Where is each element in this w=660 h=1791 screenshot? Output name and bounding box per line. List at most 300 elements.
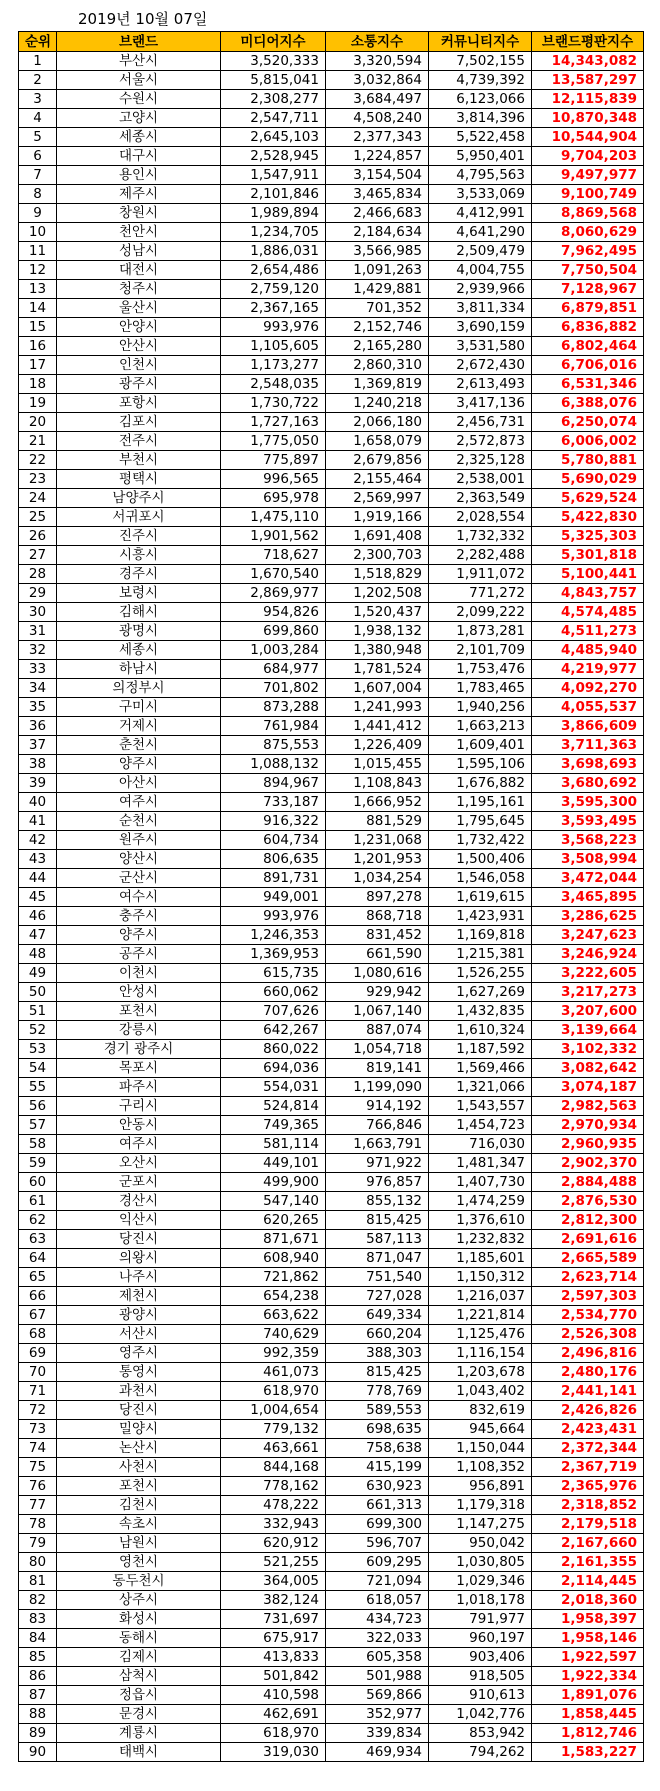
communication-index-cell: 3,684,497	[326, 90, 429, 109]
brand-cell: 하남시	[57, 660, 221, 679]
table-row	[19, 622, 644, 641]
rank-cell: 88	[19, 1705, 57, 1724]
community-index-cell: 1,526,255	[429, 964, 532, 983]
rank-cell: 23	[19, 470, 57, 489]
table-row	[19, 1572, 644, 1591]
brand-reputation-index-cell: 2,526,308	[532, 1325, 644, 1344]
media-index-cell: 319,030	[221, 1743, 326, 1762]
brand-cell: 당진시	[57, 1230, 221, 1249]
brand-cell: 제주시	[57, 185, 221, 204]
community-index-cell: 903,406	[429, 1648, 532, 1667]
table-row	[19, 1344, 644, 1363]
brand-cell: 여주시	[57, 793, 221, 812]
brand-cell: 김포시	[57, 413, 221, 432]
rank-cell: 81	[19, 1572, 57, 1591]
community-index-cell: 1,732,422	[429, 831, 532, 850]
media-index-cell: 707,626	[221, 1002, 326, 1021]
media-index-cell: 547,140	[221, 1192, 326, 1211]
community-index-cell: 4,004,755	[429, 261, 532, 280]
brand-cell: 영주시	[57, 1344, 221, 1363]
communication-index-cell: 605,358	[326, 1648, 429, 1667]
table-row	[19, 109, 644, 128]
media-index-cell: 1,004,654	[221, 1401, 326, 1420]
media-index-cell: 449,101	[221, 1154, 326, 1173]
communication-index-cell: 698,635	[326, 1420, 429, 1439]
brand-cell: 남양주시	[57, 489, 221, 508]
communication-index-cell: 1,658,079	[326, 432, 429, 451]
communication-index-cell: 2,300,703	[326, 546, 429, 565]
community-index-cell: 3,533,069	[429, 185, 532, 204]
community-index-cell: 5,522,458	[429, 128, 532, 147]
brand-cell: 청주시	[57, 280, 221, 299]
communication-index-cell: 1,663,791	[326, 1135, 429, 1154]
table-row	[19, 223, 644, 242]
media-index-cell: 894,967	[221, 774, 326, 793]
communication-index-cell: 660,204	[326, 1325, 429, 1344]
media-index-cell: 3,520,333	[221, 52, 326, 71]
media-index-cell: 749,365	[221, 1116, 326, 1135]
community-index-cell: 1,474,259	[429, 1192, 532, 1211]
rank-cell: 2	[19, 71, 57, 90]
media-index-cell: 654,238	[221, 1287, 326, 1306]
brand-cell: 울산시	[57, 299, 221, 318]
table-row	[19, 1116, 644, 1135]
community-index-cell: 1,221,814	[429, 1306, 532, 1325]
brand-cell: 문경시	[57, 1705, 221, 1724]
rank-cell: 44	[19, 869, 57, 888]
rank-cell: 1	[19, 52, 57, 71]
community-index-cell: 960,197	[429, 1629, 532, 1648]
media-index-cell: 684,977	[221, 660, 326, 679]
brand-reputation-index-cell: 9,497,977	[532, 166, 644, 185]
communication-index-cell: 751,540	[326, 1268, 429, 1287]
communication-index-cell: 2,569,997	[326, 489, 429, 508]
brand-reputation-index-cell: 3,698,693	[532, 755, 644, 774]
community-index-cell: 950,042	[429, 1534, 532, 1553]
community-index-cell: 1,203,678	[429, 1363, 532, 1382]
brand-reputation-index-cell: 10,544,904	[532, 128, 644, 147]
rank-cell: 52	[19, 1021, 57, 1040]
brand-cell: 전주시	[57, 432, 221, 451]
brand-reputation-index-cell: 7,128,967	[532, 280, 644, 299]
brand-cell: 통영시	[57, 1363, 221, 1382]
communication-index-cell: 815,425	[326, 1211, 429, 1230]
rank-cell: 42	[19, 831, 57, 850]
media-index-cell: 618,970	[221, 1382, 326, 1401]
community-index-cell: 2,572,873	[429, 432, 532, 451]
communication-index-cell: 1,380,948	[326, 641, 429, 660]
table-row	[19, 1591, 644, 1610]
community-index-cell: 2,538,001	[429, 470, 532, 489]
communication-index-cell: 661,590	[326, 945, 429, 964]
table-row	[19, 318, 644, 337]
communication-index-cell: 1,202,508	[326, 584, 429, 603]
brand-reputation-table	[18, 31, 644, 1762]
table-row	[19, 375, 644, 394]
brand-reputation-index-cell: 3,508,994	[532, 850, 644, 869]
brand-reputation-index-cell: 2,970,934	[532, 1116, 644, 1135]
brand-reputation-index-cell: 4,219,977	[532, 660, 644, 679]
media-index-cell: 775,897	[221, 451, 326, 470]
brand-reputation-index-cell: 3,711,363	[532, 736, 644, 755]
brand-reputation-index-cell: 3,465,895	[532, 888, 644, 907]
communication-index-cell: 1,226,409	[326, 736, 429, 755]
media-index-cell: 1,369,953	[221, 945, 326, 964]
table-row	[19, 736, 644, 755]
media-index-cell: 2,869,977	[221, 584, 326, 603]
rank-cell: 4	[19, 109, 57, 128]
brand-reputation-index-cell: 2,902,370	[532, 1154, 644, 1173]
community-index-cell: 1,543,557	[429, 1097, 532, 1116]
table-row	[19, 1325, 644, 1344]
community-index-cell: 1,940,256	[429, 698, 532, 717]
brand-cell: 동해시	[57, 1629, 221, 1648]
rank-cell: 77	[19, 1496, 57, 1515]
rank-cell: 67	[19, 1306, 57, 1325]
community-index-cell: 1,610,324	[429, 1021, 532, 1040]
brand-reputation-index-cell: 8,060,629	[532, 223, 644, 242]
table-row	[19, 280, 644, 299]
brand-cell: 군포시	[57, 1173, 221, 1192]
table-row	[19, 888, 644, 907]
rank-cell: 15	[19, 318, 57, 337]
brand-reputation-index-cell: 6,836,882	[532, 318, 644, 337]
table-row	[19, 755, 644, 774]
communication-index-cell: 661,313	[326, 1496, 429, 1515]
community-index-cell: 910,613	[429, 1686, 532, 1705]
brand-reputation-index-cell: 3,472,044	[532, 869, 644, 888]
rank-cell: 61	[19, 1192, 57, 1211]
media-index-cell: 740,629	[221, 1325, 326, 1344]
media-index-cell: 954,826	[221, 603, 326, 622]
brand-cell: 당진시	[57, 1401, 221, 1420]
communication-index-cell: 2,860,310	[326, 356, 429, 375]
rank-cell: 66	[19, 1287, 57, 1306]
brand-reputation-index-cell: 4,511,273	[532, 622, 644, 641]
community-index-cell: 1,481,347	[429, 1154, 532, 1173]
communication-index-cell: 976,857	[326, 1173, 429, 1192]
communication-index-cell: 1,231,068	[326, 831, 429, 850]
rank-cell: 89	[19, 1724, 57, 1743]
table-row	[19, 261, 644, 280]
brand-reputation-index-cell: 3,207,600	[532, 1002, 644, 1021]
media-index-cell: 1,547,911	[221, 166, 326, 185]
communication-index-cell: 778,769	[326, 1382, 429, 1401]
rank-cell: 48	[19, 945, 57, 964]
rank-cell: 90	[19, 1743, 57, 1762]
brand-reputation-index-cell: 12,115,839	[532, 90, 644, 109]
media-index-cell: 996,565	[221, 470, 326, 489]
brand-reputation-index-cell: 4,574,485	[532, 603, 644, 622]
rank-cell: 76	[19, 1477, 57, 1496]
rank-cell: 73	[19, 1420, 57, 1439]
community-index-cell: 2,028,554	[429, 508, 532, 527]
communication-index-cell: 758,638	[326, 1439, 429, 1458]
media-index-cell: 2,548,035	[221, 375, 326, 394]
brand-cell: 순천시	[57, 812, 221, 831]
table-row	[19, 1686, 644, 1705]
brand-reputation-index-cell: 2,534,770	[532, 1306, 644, 1325]
communication-index-cell: 1,666,952	[326, 793, 429, 812]
rank-cell: 27	[19, 546, 57, 565]
brand-reputation-index-cell: 3,139,664	[532, 1021, 644, 1040]
brand-reputation-index-cell: 6,531,346	[532, 375, 644, 394]
community-index-cell: 771,272	[429, 584, 532, 603]
media-index-cell: 992,359	[221, 1344, 326, 1363]
communication-index-cell: 831,452	[326, 926, 429, 945]
media-index-cell: 949,001	[221, 888, 326, 907]
community-index-cell: 1,732,332	[429, 527, 532, 546]
header-brand-reputation-index: 브랜드평판지수	[532, 32, 644, 52]
community-index-cell: 4,739,392	[429, 71, 532, 90]
community-index-cell: 2,325,128	[429, 451, 532, 470]
community-index-cell: 1,407,730	[429, 1173, 532, 1192]
communication-index-cell: 1,054,718	[326, 1040, 429, 1059]
table-row	[19, 1705, 644, 1724]
brand-cell: 안동시	[57, 1116, 221, 1135]
brand-cell: 거제시	[57, 717, 221, 736]
table-row	[19, 242, 644, 261]
community-index-cell: 2,509,479	[429, 242, 532, 261]
brand-cell: 김제시	[57, 1648, 221, 1667]
community-index-cell: 1,500,406	[429, 850, 532, 869]
table-row	[19, 90, 644, 109]
communication-index-cell: 3,320,594	[326, 52, 429, 71]
community-index-cell: 6,123,066	[429, 90, 532, 109]
media-index-cell: 2,759,120	[221, 280, 326, 299]
communication-index-cell: 618,057	[326, 1591, 429, 1610]
community-index-cell: 1,663,213	[429, 717, 532, 736]
header-media-index: 미디어지수	[221, 32, 326, 52]
brand-reputation-index-cell: 2,982,563	[532, 1097, 644, 1116]
brand-reputation-index-cell: 2,018,360	[532, 1591, 644, 1610]
communication-index-cell: 569,866	[326, 1686, 429, 1705]
communication-index-cell: 855,132	[326, 1192, 429, 1211]
communication-index-cell: 1,441,412	[326, 717, 429, 736]
rank-cell: 51	[19, 1002, 57, 1021]
rank-cell: 79	[19, 1534, 57, 1553]
media-index-cell: 993,976	[221, 318, 326, 337]
communication-index-cell: 2,466,683	[326, 204, 429, 223]
table-row	[19, 641, 644, 660]
media-index-cell: 461,073	[221, 1363, 326, 1382]
brand-reputation-index-cell: 6,250,074	[532, 413, 644, 432]
table-row	[19, 1401, 644, 1420]
brand-reputation-index-cell: 3,286,625	[532, 907, 644, 926]
brand-reputation-index-cell: 1,958,397	[532, 1610, 644, 1629]
table-header-row	[19, 32, 644, 52]
brand-reputation-index-cell: 9,100,749	[532, 185, 644, 204]
media-index-cell: 993,976	[221, 907, 326, 926]
communication-index-cell: 766,846	[326, 1116, 429, 1135]
community-index-cell: 1,216,037	[429, 1287, 532, 1306]
rank-cell: 84	[19, 1629, 57, 1648]
communication-index-cell: 1,108,843	[326, 774, 429, 793]
table-row	[19, 717, 644, 736]
community-index-cell: 1,783,465	[429, 679, 532, 698]
rank-cell: 38	[19, 755, 57, 774]
communication-index-cell: 1,067,140	[326, 1002, 429, 1021]
communication-index-cell: 3,566,985	[326, 242, 429, 261]
brand-reputation-index-cell: 5,780,881	[532, 451, 644, 470]
rank-cell: 59	[19, 1154, 57, 1173]
brand-cell: 아산시	[57, 774, 221, 793]
table-row	[19, 603, 644, 622]
community-index-cell: 1,376,610	[429, 1211, 532, 1230]
table-row	[19, 546, 644, 565]
media-index-cell: 778,162	[221, 1477, 326, 1496]
brand-cell: 나주시	[57, 1268, 221, 1287]
table-row	[19, 831, 644, 850]
media-index-cell: 779,132	[221, 1420, 326, 1439]
brand-reputation-index-cell: 8,869,568	[532, 204, 644, 223]
brand-cell: 이천시	[57, 964, 221, 983]
brand-cell: 여수시	[57, 888, 221, 907]
community-index-cell: 1,546,058	[429, 869, 532, 888]
communication-index-cell: 469,934	[326, 1743, 429, 1762]
brand-cell: 계룡시	[57, 1724, 221, 1743]
table-row	[19, 1268, 644, 1287]
media-index-cell: 332,943	[221, 1515, 326, 1534]
table-row	[19, 1173, 644, 1192]
header-rank: 순위	[19, 32, 57, 52]
brand-cell: 충주시	[57, 907, 221, 926]
brand-cell: 과천시	[57, 1382, 221, 1401]
table-row	[19, 1363, 644, 1382]
communication-index-cell: 1,080,616	[326, 964, 429, 983]
rank-cell: 13	[19, 280, 57, 299]
table-row	[19, 337, 644, 356]
rank-cell: 37	[19, 736, 57, 755]
community-index-cell: 1,232,832	[429, 1230, 532, 1249]
media-index-cell: 1,670,540	[221, 565, 326, 584]
brand-reputation-index-cell: 2,441,141	[532, 1382, 644, 1401]
rank-cell: 7	[19, 166, 57, 185]
communication-index-cell: 868,718	[326, 907, 429, 926]
communication-index-cell: 1,240,218	[326, 394, 429, 413]
communication-index-cell: 1,201,953	[326, 850, 429, 869]
brand-cell: 파주시	[57, 1078, 221, 1097]
media-index-cell: 2,645,103	[221, 128, 326, 147]
brand-reputation-index-cell: 13,587,297	[532, 71, 644, 90]
brand-cell: 익산시	[57, 1211, 221, 1230]
communication-index-cell: 2,066,180	[326, 413, 429, 432]
table-row	[19, 1439, 644, 1458]
media-index-cell: 844,168	[221, 1458, 326, 1477]
media-index-cell: 660,062	[221, 983, 326, 1002]
media-index-cell: 501,842	[221, 1667, 326, 1686]
brand-cell: 영천시	[57, 1553, 221, 1572]
media-index-cell: 731,697	[221, 1610, 326, 1629]
community-index-cell: 2,099,222	[429, 603, 532, 622]
brand-cell: 광명시	[57, 622, 221, 641]
community-index-cell: 1,179,318	[429, 1496, 532, 1515]
community-index-cell: 832,619	[429, 1401, 532, 1420]
rank-cell: 9	[19, 204, 57, 223]
rank-cell: 85	[19, 1648, 57, 1667]
brand-cell: 광양시	[57, 1306, 221, 1325]
communication-index-cell: 1,091,263	[326, 261, 429, 280]
brand-reputation-index-cell: 3,102,332	[532, 1040, 644, 1059]
media-index-cell: 524,814	[221, 1097, 326, 1116]
brand-reputation-index-cell: 2,161,355	[532, 1553, 644, 1572]
brand-reputation-index-cell: 2,623,714	[532, 1268, 644, 1287]
community-index-cell: 1,432,835	[429, 1002, 532, 1021]
media-index-cell: 806,635	[221, 850, 326, 869]
table-row	[19, 508, 644, 527]
communication-index-cell: 415,199	[326, 1458, 429, 1477]
media-index-cell: 871,671	[221, 1230, 326, 1249]
rank-cell: 25	[19, 508, 57, 527]
brand-cell: 창원시	[57, 204, 221, 223]
media-index-cell: 620,912	[221, 1534, 326, 1553]
brand-cell: 경주시	[57, 565, 221, 584]
media-index-cell: 733,187	[221, 793, 326, 812]
media-index-cell: 875,553	[221, 736, 326, 755]
brand-cell: 양산시	[57, 850, 221, 869]
communication-index-cell: 819,141	[326, 1059, 429, 1078]
brand-reputation-index-cell: 2,876,530	[532, 1192, 644, 1211]
communication-index-cell: 589,553	[326, 1401, 429, 1420]
rank-cell: 49	[19, 964, 57, 983]
brand-cell: 대전시	[57, 261, 221, 280]
communication-index-cell: 914,192	[326, 1097, 429, 1116]
brand-cell: 밀양시	[57, 1420, 221, 1439]
header-communication-index: 소통지수	[326, 32, 429, 52]
community-index-cell: 1,627,269	[429, 983, 532, 1002]
table-row	[19, 147, 644, 166]
media-index-cell: 1,105,605	[221, 337, 326, 356]
community-index-cell: 1,185,601	[429, 1249, 532, 1268]
media-index-cell: 608,940	[221, 1249, 326, 1268]
communication-index-cell: 1,938,132	[326, 622, 429, 641]
community-index-cell: 3,531,580	[429, 337, 532, 356]
rank-cell: 3	[19, 90, 57, 109]
communication-index-cell: 971,922	[326, 1154, 429, 1173]
communication-index-cell: 1,034,254	[326, 869, 429, 888]
brand-cell: 보령시	[57, 584, 221, 603]
media-index-cell: 761,984	[221, 717, 326, 736]
communication-index-cell: 1,781,524	[326, 660, 429, 679]
rank-cell: 72	[19, 1401, 57, 1420]
community-index-cell: 4,412,991	[429, 204, 532, 223]
community-index-cell: 2,939,966	[429, 280, 532, 299]
community-index-cell: 4,795,563	[429, 166, 532, 185]
brand-cell: 경기 광주시	[57, 1040, 221, 1059]
table-row	[19, 1135, 644, 1154]
brand-cell: 구미시	[57, 698, 221, 717]
rank-cell: 12	[19, 261, 57, 280]
rank-cell: 78	[19, 1515, 57, 1534]
table-row	[19, 1040, 644, 1059]
community-index-cell: 4,641,290	[429, 223, 532, 242]
brand-reputation-index-cell: 1,958,146	[532, 1629, 644, 1648]
rank-cell: 22	[19, 451, 57, 470]
rank-cell: 80	[19, 1553, 57, 1572]
communication-index-cell: 352,977	[326, 1705, 429, 1724]
brand-cell: 고양시	[57, 109, 221, 128]
rank-cell: 40	[19, 793, 57, 812]
community-index-cell: 1,147,275	[429, 1515, 532, 1534]
brand-cell: 제천시	[57, 1287, 221, 1306]
communication-index-cell: 1,691,408	[326, 527, 429, 546]
media-index-cell: 1,003,284	[221, 641, 326, 660]
communication-index-cell: 881,529	[326, 812, 429, 831]
community-index-cell: 1,595,106	[429, 755, 532, 774]
community-index-cell: 1,423,931	[429, 907, 532, 926]
rank-cell: 17	[19, 356, 57, 375]
table-row	[19, 1287, 644, 1306]
